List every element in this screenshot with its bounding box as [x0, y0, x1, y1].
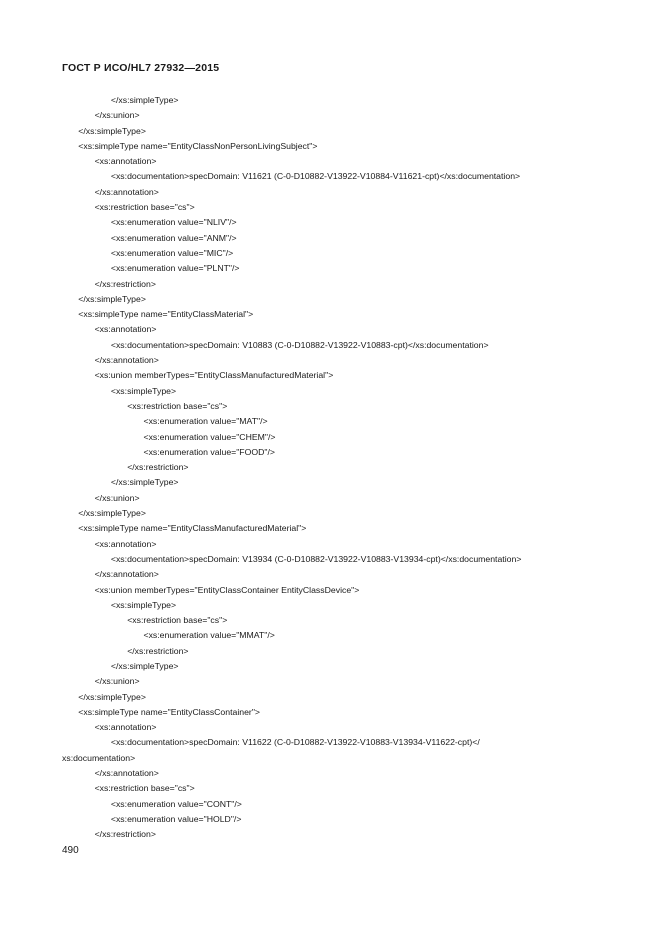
- code-line: </xs:simpleType>: [78, 691, 146, 702]
- code-line: <xs:enumeration value="NLIV"/>: [110, 217, 237, 228]
- code-line: <xs:simpleType name="EntityClassMaterial">: [78, 309, 254, 320]
- code-line: </xs:restriction>: [127, 645, 189, 656]
- code-line: <xs:documentation>specDomain: V11622 (C-0-D10882-V13922-V10883-V13934-V11622-cpt)</: [110, 737, 480, 748]
- code-line: <xs:enumeration value="MAT"/>: [143, 416, 268, 427]
- code-line: <xs:enumeration value="CONT"/>: [110, 798, 242, 809]
- code-line: <xs:enumeration value="PLNT"/>: [110, 263, 240, 274]
- code-line: <xs:union memberTypes="EntityClassContainer EntityClassDevice">: [94, 584, 360, 595]
- code-line: <xs:documentation>specDomain: V11621 (C-0-D10882-V13922-V10884-V11621-cpt)</xs:documentation>: [110, 171, 521, 182]
- code-line: <xs:enumeration value="MMAT"/>: [143, 630, 275, 641]
- document-header: ГОСТ Р ИСО/HL7 27932—2015: [62, 62, 220, 74]
- code-line: </xs:simpleType>: [78, 293, 146, 304]
- code-line: <xs:simpleType name="EntityClassContainer">: [78, 706, 260, 717]
- code-line: </xs:annotation>: [94, 186, 159, 197]
- code-line: xs:documentation>: [62, 752, 136, 763]
- code-line: </xs:union>: [94, 676, 140, 687]
- code-line: <xs:restriction base="cs">: [94, 783, 195, 794]
- code-line: </xs:restriction>: [127, 462, 189, 473]
- code-line: <xs:simpleType name="EntityClassNonPersonLivingSubject">: [78, 140, 318, 151]
- code-line: <xs:documentation>specDomain: V13934 (C-0-D10882-V13922-V10883-V13934-cpt)</xs:documentation>: [110, 553, 522, 564]
- code-line: <xs:annotation>: [94, 538, 157, 549]
- code-line: </xs:annotation>: [94, 768, 159, 779]
- code-line: <xs:restriction base="cs">: [94, 202, 195, 213]
- code-line: </xs:restriction>: [94, 278, 156, 289]
- code-line: <xs:enumeration value="ANM"/>: [110, 232, 237, 243]
- code-line: </xs:annotation>: [94, 355, 159, 366]
- code-line: <xs:union memberTypes="EntityClassManufacturedMaterial">: [94, 370, 334, 381]
- code-line: <xs:enumeration value="CHEM"/>: [143, 431, 276, 442]
- code-line: </xs:simpleType>: [110, 95, 179, 105]
- code-line: </xs:simpleType>: [110, 477, 179, 488]
- code-line: </xs:simpleType>: [78, 508, 146, 519]
- code-line: <xs:annotation>: [94, 156, 157, 167]
- code-line: <xs:enumeration value="FOOD"/>: [143, 446, 275, 457]
- code-line: <xs:restriction base="cs">: [127, 615, 228, 626]
- code-line: </xs:simpleType>: [78, 125, 146, 136]
- code-line: <xs:annotation>: [94, 722, 157, 733]
- code-line: </xs:annotation>: [94, 569, 159, 580]
- xml-code-listing: [62, 93, 622, 843]
- code-line: <xs:annotation>: [94, 324, 157, 335]
- code-line: <xs:enumeration value="MIC"/>: [110, 247, 234, 258]
- code-line: </xs:union>: [94, 110, 140, 121]
- page-number: 490: [62, 845, 79, 856]
- code-line: <xs:enumeration value="HOLD"/>: [110, 813, 242, 824]
- code-line: </xs:union>: [94, 492, 140, 503]
- code-line: <xs:simpleType>: [110, 599, 177, 610]
- code-line: <xs:simpleType>: [110, 385, 177, 396]
- code-line: <xs:simpleType name="EntityClassManufacturedMaterial">: [78, 523, 307, 534]
- code-line: </xs:simpleType>: [110, 660, 179, 671]
- code-line: <xs:restriction base="cs">: [127, 400, 228, 411]
- code-line: <xs:documentation>specDomain: V10883 (C-0-D10882-V13922-V10883-cpt)</xs:documentation>: [110, 339, 489, 350]
- code-line: </xs:restriction>: [94, 829, 156, 840]
